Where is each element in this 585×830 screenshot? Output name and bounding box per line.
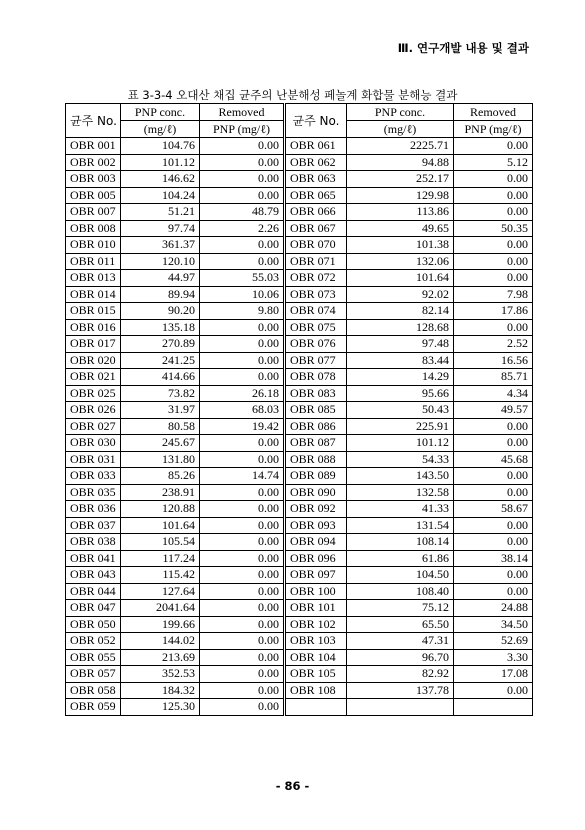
pnp-conc-cell: 225.91 (347, 418, 454, 435)
header-removed-unit-left: PNP (mg/ℓ) (200, 121, 285, 138)
strain-id-cell: OBR 014 (66, 286, 121, 303)
strain-id-cell: OBR 013 (66, 270, 121, 287)
table-row (66, 204, 533, 221)
removed-pnp-cell: 17.86 (454, 303, 533, 320)
table-caption: 표 3-3-4 오대산 채집 균주의 난분해성 페놀계 화합물 분해능 결과 (127, 88, 458, 102)
strain-id-cell: OBR 010 (66, 237, 121, 254)
removed-pnp-cell: 2.52 (454, 336, 533, 353)
pnp-conc-cell: 101.38 (347, 237, 454, 254)
pnp-conc-cell: 61.86 (347, 550, 454, 567)
table-row (66, 154, 533, 171)
table-row (66, 567, 533, 584)
strain-id-cell: OBR 066 (285, 204, 347, 221)
removed-pnp-cell: 0.00 (454, 468, 533, 485)
removed-pnp-cell: 0.00 (454, 517, 533, 534)
table-row (66, 187, 533, 204)
table-row (66, 699, 533, 716)
pnp-conc-cell: 75.12 (347, 600, 454, 617)
strain-id-cell: OBR 074 (285, 303, 347, 320)
pnp-conc-cell: 131.80 (121, 451, 200, 468)
strain-id-cell: OBR 026 (66, 402, 121, 419)
strain-id-cell: OBR 094 (285, 534, 347, 551)
pnp-conc-cell: 120.10 (121, 253, 200, 270)
pnp-conc-cell: 104.50 (347, 567, 454, 584)
removed-pnp-cell: 0.00 (454, 187, 533, 204)
strain-id-cell: OBR 001 (70, 138, 116, 153)
removed-pnp-cell: 0.00 (200, 517, 285, 534)
header-strain-right: 균주 No. (285, 104, 347, 138)
strain-id-cell: OBR 092 (285, 501, 347, 518)
pnp-conc-cell: 352.53 (121, 666, 200, 683)
removed-pnp-cell: 0.00 (454, 138, 533, 155)
strain-id-cell: OBR 057 (66, 666, 121, 683)
strain-id-cell: OBR 058 (66, 682, 121, 699)
strain-id-cell: OBR 086 (285, 418, 347, 435)
pnp-conc-cell: 127.64 (121, 583, 200, 600)
removed-pnp-cell: 52.69 (454, 633, 533, 650)
strain-id-cell: OBR 033 (66, 468, 121, 485)
strain-id-cell: OBR 070 (285, 237, 347, 254)
pnp-conc-cell: 31.97 (121, 402, 200, 419)
section-header: Ⅲ. 연구개발 내용 및 결과 (397, 41, 529, 55)
removed-pnp-cell: 0.00 (200, 550, 285, 567)
removed-pnp-cell: 0.00 (200, 633, 285, 650)
strain-id-cell: OBR 050 (66, 616, 121, 633)
pnp-degradation-table (65, 103, 533, 716)
removed-pnp-cell: 0.00 (454, 319, 533, 336)
strain-id-cell: OBR 065 (285, 187, 347, 204)
table-row (66, 352, 533, 369)
pnp-conc-cell: 85.26 (121, 468, 200, 485)
removed-pnp-cell: 0.00 (454, 534, 533, 551)
table-row (66, 633, 533, 650)
removed-pnp-cell: 0.00 (200, 484, 285, 501)
pnp-conc-cell: 94.88 (347, 154, 454, 171)
strain-id-cell: OBR 102 (285, 616, 347, 633)
strain-id-cell: OBR 085 (285, 402, 347, 419)
strain-id-cell: OBR 104 (285, 649, 347, 666)
removed-pnp-cell: 0.00 (454, 270, 533, 287)
table-row (66, 682, 533, 699)
table-row (66, 220, 533, 237)
pnp-conc-cell: 65.50 (347, 616, 454, 633)
removed-pnp-cell: 0.00 (200, 352, 285, 369)
strain-id-cell: OBR 003 (66, 171, 121, 188)
pnp-conc-cell: 101.12 (347, 435, 454, 452)
removed-pnp-cell: 0.00 (200, 567, 285, 584)
strain-id-cell: OBR 052 (66, 633, 121, 650)
pnp-conc-cell (347, 699, 454, 716)
removed-pnp-cell: 0.00 (454, 567, 533, 584)
table-row (66, 253, 533, 270)
pnp-conc-cell: 132.58 (347, 484, 454, 501)
table-header (66, 104, 533, 138)
removed-pnp-cell: 85.71 (454, 369, 533, 386)
strain-id-cell (285, 699, 347, 716)
strain-id-cell: OBR 055 (66, 649, 121, 666)
strain-id-cell: OBR 025 (66, 385, 121, 402)
strain-id-cell: OBR 015 (66, 303, 121, 320)
removed-pnp-cell: 17.08 (454, 666, 533, 683)
table-row (66, 319, 533, 336)
pnp-conc-cell: 2225.71 (347, 138, 454, 155)
pnp-conc-cell: 104.24 (121, 187, 200, 204)
removed-pnp-cell: 0.00 (454, 435, 533, 452)
strain-id-cell: OBR 038 (66, 534, 121, 551)
removed-pnp-cell: 0.00 (200, 435, 285, 452)
pnp-conc-cell: 54.33 (347, 451, 454, 468)
pnp-conc-cell: 49.65 (347, 220, 454, 237)
pnp-conc-cell: 108.14 (347, 534, 454, 551)
removed-pnp-cell: 0.00 (200, 649, 285, 666)
strain-id-cell: OBR 083 (285, 385, 347, 402)
removed-pnp-cell: 0.00 (200, 171, 285, 188)
pnp-conc-cell: 238.91 (121, 484, 200, 501)
pnp-conc-cell: 73.82 (121, 385, 200, 402)
removed-pnp-cell: 9.80 (200, 303, 285, 320)
removed-pnp-cell: 3.30 (454, 649, 533, 666)
pnp-conc-cell: 120.88 (121, 501, 200, 518)
removed-pnp-cell: 10.06 (200, 286, 285, 303)
table-row (66, 517, 533, 534)
removed-pnp-cell: 0.00 (200, 253, 285, 270)
table-row (66, 369, 533, 386)
table-row (66, 435, 533, 452)
strain-id-cell: OBR 031 (66, 451, 121, 468)
pnp-conc-cell: 80.58 (121, 418, 200, 435)
page-number: - 86 - (275, 779, 310, 793)
table-row (66, 385, 533, 402)
table-body (66, 138, 533, 716)
removed-pnp-cell: 0.00 (454, 171, 533, 188)
strain-id-cell: OBR 030 (66, 435, 121, 452)
pnp-conc-cell: 41.33 (347, 501, 454, 518)
removed-pnp-cell: 14.74 (200, 468, 285, 485)
pnp-conc-cell: 184.32 (121, 682, 200, 699)
header-strain-left: 균주 No. (66, 104, 121, 138)
removed-pnp-cell: 0.00 (200, 501, 285, 518)
removed-pnp-cell: 0.00 (200, 336, 285, 353)
removed-pnp-cell: 0.00 (454, 583, 533, 600)
strain-id-cell: OBR 047 (66, 600, 121, 617)
removed-pnp-cell: 0.00 (200, 666, 285, 683)
strain-id-cell: OBR 103 (285, 633, 347, 650)
strain-id-cell: OBR 089 (285, 468, 347, 485)
strain-id-cell: OBR 041 (66, 550, 121, 567)
pnp-conc-cell: 115.42 (121, 567, 200, 584)
strain-id-cell: OBR 100 (285, 583, 347, 600)
table-row (66, 649, 533, 666)
pnp-conc-cell: 97.48 (347, 336, 454, 353)
pnp-conc-cell: 132.06 (347, 253, 454, 270)
table-row (66, 270, 533, 287)
strain-id-cell: OBR 078 (285, 369, 347, 386)
strain-id-cell: OBR 093 (285, 517, 347, 534)
removed-pnp-cell: 0.00 (200, 187, 285, 204)
pnp-conc-cell: 105.54 (121, 534, 200, 551)
pnp-conc-cell: 2041.64 (121, 600, 200, 617)
pnp-conc-cell: 50.43 (347, 402, 454, 419)
removed-pnp-cell: 48.79 (200, 204, 285, 221)
pnp-conc-cell: 131.54 (347, 517, 454, 534)
strain-id-cell: OBR 087 (285, 435, 347, 452)
table-row (66, 550, 533, 567)
pnp-conc-cell: 44.97 (121, 270, 200, 287)
table-row (66, 451, 533, 468)
removed-pnp-cell: 0.00 (454, 237, 533, 254)
header-removed-left: Removed (200, 104, 285, 121)
pnp-conc-cell: 414.66 (121, 369, 200, 386)
pnp-conc-cell: 213.69 (121, 649, 200, 666)
table-row (66, 616, 533, 633)
removed-pnp-cell (454, 699, 533, 716)
pnp-conc-cell: 144.02 (121, 633, 200, 650)
pnp-conc-cell: 95.66 (347, 385, 454, 402)
removed-pnp-cell: 4.34 (454, 385, 533, 402)
strain-id-cell: OBR 075 (285, 319, 347, 336)
pnp-conc-cell: 14.29 (347, 369, 454, 386)
pnp-conc-cell: 146.62 (121, 171, 200, 188)
removed-pnp-cell: 0.00 (200, 699, 285, 716)
table-row (66, 303, 533, 320)
strain-id-cell: OBR 088 (285, 451, 347, 468)
strain-id-cell: OBR 002 (66, 154, 121, 171)
strain-id-cell: OBR 073 (285, 286, 347, 303)
strain-id-cell: OBR 036 (66, 501, 121, 518)
pnp-conc-cell: 143.50 (347, 468, 454, 485)
removed-pnp-cell: 2.26 (200, 220, 285, 237)
table-row (66, 237, 533, 254)
header-pnp-right: PNP conc. (347, 104, 454, 121)
removed-pnp-cell: 0.00 (454, 253, 533, 270)
pnp-conc-cell: 128.68 (347, 319, 454, 336)
strain-id-cell: OBR 105 (285, 666, 347, 683)
pnp-conc-cell: 245.67 (121, 435, 200, 452)
strain-id-cell: OBR 096 (285, 550, 347, 567)
pnp-conc-cell: 252.17 (347, 171, 454, 188)
strain-id-cell: OBR 061 (285, 138, 347, 155)
removed-pnp-cell: 7.98 (454, 286, 533, 303)
removed-pnp-cell: 49.57 (454, 402, 533, 419)
header-pnp-left: PNP conc. (121, 104, 200, 121)
pnp-conc-cell: 83.44 (347, 352, 454, 369)
table-row (66, 418, 533, 435)
strain-id-cell: OBR 059 (66, 699, 121, 716)
strain-id-cell: OBR 016 (66, 319, 121, 336)
table-row (66, 534, 533, 551)
pnp-conc-cell: 51.21 (121, 204, 200, 221)
pnp-conc-cell: 270.89 (121, 336, 200, 353)
pnp-conc-cell: 101.12 (121, 154, 200, 171)
removed-pnp-cell: 34.50 (454, 616, 533, 633)
removed-pnp-cell: 50.35 (454, 220, 533, 237)
strain-id-cell: OBR 043 (66, 567, 121, 584)
strain-id-cell: OBR 090 (285, 484, 347, 501)
removed-pnp-cell: 0.00 (454, 484, 533, 501)
strain-id-cell: OBR 037 (66, 517, 121, 534)
pnp-conc-cell: 129.98 (347, 187, 454, 204)
table-row (66, 286, 533, 303)
removed-pnp-cell: 0.00 (200, 534, 285, 551)
pnp-conc-cell: 47.31 (347, 633, 454, 650)
removed-pnp-cell: 38.14 (454, 550, 533, 567)
pnp-conc-cell: 135.18 (121, 319, 200, 336)
strain-id-cell: OBR 021 (66, 369, 121, 386)
removed-pnp-cell: 45.68 (454, 451, 533, 468)
removed-pnp-cell: 0.00 (200, 154, 285, 171)
pnp-conc-cell: 97.74 (121, 220, 200, 237)
pnp-conc-cell: 101.64 (121, 517, 200, 534)
header-removed-right: Removed (454, 104, 533, 121)
strain-id-cell: OBR 072 (285, 270, 347, 287)
table-row (66, 468, 533, 485)
strain-id-cell: OBR 007 (66, 204, 121, 221)
strain-id-cell: OBR 063 (285, 171, 347, 188)
removed-pnp-cell: 0.00 (454, 682, 533, 699)
removed-pnp-cell: 55.03 (200, 270, 285, 287)
strain-id-cell: OBR 097 (285, 567, 347, 584)
table-row (66, 402, 533, 419)
removed-pnp-cell: 0.00 (200, 138, 285, 155)
removed-pnp-cell: 0.00 (454, 418, 533, 435)
pnp-conc-cell: 108.40 (347, 583, 454, 600)
table-row (66, 171, 533, 188)
pnp-conc-cell: 89.94 (121, 286, 200, 303)
strain-id-cell: OBR 008 (66, 220, 121, 237)
removed-pnp-cell: 24.88 (454, 600, 533, 617)
removed-pnp-cell: 0.00 (200, 451, 285, 468)
removed-pnp-cell: 0.00 (200, 600, 285, 617)
removed-pnp-cell: 16.56 (454, 352, 533, 369)
table-row (66, 600, 533, 617)
pnp-conc-cell: 361.37 (121, 237, 200, 254)
pnp-conc-cell: 125.30 (121, 699, 200, 716)
table-row (66, 666, 533, 683)
strain-id-cell: OBR 108 (285, 682, 347, 699)
pnp-conc-cell: 82.14 (347, 303, 454, 320)
table-row (66, 501, 533, 518)
table-row (66, 336, 533, 353)
pnp-conc-cell: 101.64 (347, 270, 454, 287)
strain-id-cell: OBR 076 (285, 336, 347, 353)
header-pnp-unit-left: (mg/ℓ) (121, 121, 200, 138)
removed-pnp-cell: 0.00 (200, 237, 285, 254)
pnp-conc-cell: 117.24 (121, 550, 200, 567)
removed-pnp-cell: 0.00 (200, 369, 285, 386)
removed-pnp-cell: 5.12 (454, 154, 533, 171)
pnp-conc-cell: 96.70 (347, 649, 454, 666)
strain-id-cell: OBR 035 (66, 484, 121, 501)
removed-pnp-cell: 0.00 (200, 319, 285, 336)
removed-pnp-cell: 68.03 (200, 402, 285, 419)
strain-id-cell: OBR 005 (66, 187, 121, 204)
strain-id-cell: OBR 071 (285, 253, 347, 270)
pnp-conc-cell: 113.86 (347, 204, 454, 221)
table-row (66, 583, 533, 600)
pnp-conc-cell: 92.02 (347, 286, 454, 303)
strain-id-cell: OBR 101 (285, 600, 347, 617)
pnp-conc-cell: 241.25 (121, 352, 200, 369)
removed-pnp-cell: 0.00 (200, 616, 285, 633)
strain-id-cell: OBR 077 (285, 352, 347, 369)
strain-id-cell: OBR 011 (66, 253, 121, 270)
strain-id-cell: OBR 020 (66, 352, 121, 369)
removed-pnp-cell: 58.67 (454, 501, 533, 518)
pnp-conc-cell: 199.66 (121, 616, 200, 633)
table-row (66, 484, 533, 501)
strain-id-cell: OBR 027 (66, 418, 121, 435)
strain-id-cell: OBR 062 (285, 154, 347, 171)
strain-id-cell: OBR 017 (66, 336, 121, 353)
removed-pnp-cell: 0.00 (200, 583, 285, 600)
strain-id-cell: OBR 044 (66, 583, 121, 600)
pnp-conc-cell: 82.92 (347, 666, 454, 683)
removed-pnp-cell: 19.42 (200, 418, 285, 435)
header-pnp-unit-right: (mg/ℓ) (347, 121, 454, 138)
pnp-conc-cell: 104.76 (121, 138, 200, 155)
table-row (66, 138, 533, 155)
removed-pnp-cell: 0.00 (200, 682, 285, 699)
header-removed-unit-right: PNP (mg/ℓ) (454, 121, 533, 138)
pnp-conc-cell: 90.20 (121, 303, 200, 320)
strain-id-cell: OBR 067 (285, 220, 347, 237)
pnp-conc-cell: 137.78 (347, 682, 454, 699)
removed-pnp-cell: 26.18 (200, 385, 285, 402)
removed-pnp-cell: 0.00 (454, 204, 533, 221)
